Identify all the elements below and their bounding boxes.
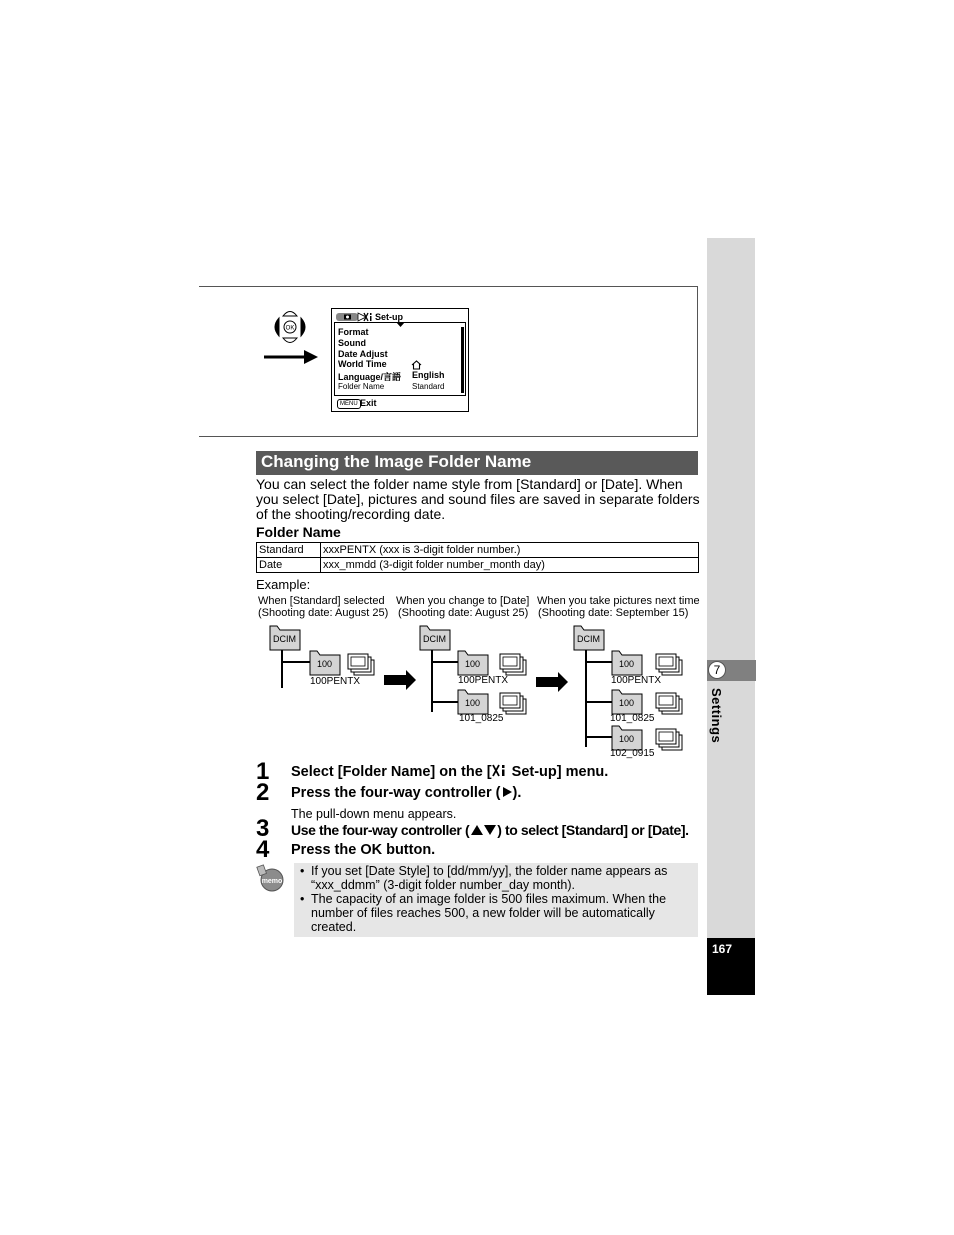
folder-name-standard: 100PENTX xyxy=(310,676,361,687)
sub-folder-label: 100 xyxy=(317,659,333,669)
page-number: 167 xyxy=(712,942,733,956)
tree-next xyxy=(574,626,682,750)
files-icon xyxy=(656,729,682,750)
caption-date-line2: (Shooting date: August 25) xyxy=(398,607,529,619)
language-value: English xyxy=(412,370,445,380)
list-item: • The capacity of an image folder is 500 files maximum. When the number of files reaches 500, a new folder will be automatically created. xyxy=(300,892,695,934)
arrow-right-icon xyxy=(384,670,416,690)
step-4-text: Press the OK button. xyxy=(291,842,436,858)
step-number: 1 xyxy=(256,758,270,785)
chapter-label: Settings xyxy=(709,688,724,744)
table-cell-desc: xxx_mmdd (3-digit folder number_month day) xyxy=(321,558,699,573)
caption-next-line1: When you take pictures next time xyxy=(537,595,700,607)
table-row xyxy=(257,558,699,573)
triangle-right-icon xyxy=(501,786,513,798)
caption-date-line1: When you change to [Date] xyxy=(396,595,530,607)
folder-name-date1: 101_0825 xyxy=(459,713,504,724)
side-tab xyxy=(707,238,755,995)
step-number: 3 xyxy=(256,815,270,842)
sub-folder-label: 100 xyxy=(619,659,635,669)
menu-item-format: Format xyxy=(338,327,369,337)
wrench-icon xyxy=(492,764,508,777)
menu-item-date-adjust: Date Adjust xyxy=(338,349,388,359)
files-icon xyxy=(500,654,526,675)
folder-name-date1: 101_0825 xyxy=(610,713,655,724)
section-title: Changing the Image Folder Name xyxy=(261,452,532,471)
folder-name-standard: 100PENTX xyxy=(458,675,509,686)
files-icon xyxy=(656,654,682,675)
lcd-scrollbar xyxy=(461,327,464,393)
sub-folder-label: 100 xyxy=(619,698,635,708)
caption-standard-line2: (Shooting date: August 25) xyxy=(258,607,389,619)
table-heading: Folder Name xyxy=(256,524,341,540)
memo-icon xyxy=(256,864,286,892)
lcd-exit-label: Exit xyxy=(360,398,377,408)
caption-standard-line1: When [Standard] selected xyxy=(258,595,385,607)
menu-item-world-time: World Time xyxy=(338,359,387,369)
folder-name-date2: 102_0915 xyxy=(610,748,655,759)
list-item: • If you set [Date Style] to [dd/mm/yy], the folder name appears as “xxx_ddmm” (3-digit folder number_day month). xyxy=(300,864,695,892)
chapter-number: 7 xyxy=(708,661,726,679)
folder-name-standard: 100PENTX xyxy=(611,675,662,686)
intro-paragraph: You can select the folder name style from [Standard] or [Date]. When you select [Date], pictures and sound files are saved in separate folders of the shooting/recording date. xyxy=(256,476,700,522)
sub-folder-label: 100 xyxy=(619,734,635,744)
step-number: 2 xyxy=(256,779,270,806)
arrow-right-icon xyxy=(264,348,320,366)
root-folder-label: DCIM xyxy=(273,634,296,644)
folder-name-table xyxy=(256,542,699,573)
home-icon xyxy=(411,360,422,370)
step-3-text: Use the four-way controller ( ) to select [Standard] or [Date]. xyxy=(291,822,689,838)
up-down-triangles-icon xyxy=(469,824,497,836)
memo-icon-label: memo xyxy=(261,878,283,885)
step-2-text: Press the four-way controller ( ). xyxy=(291,785,522,801)
sub-folder-label: 100 xyxy=(465,698,481,708)
sub-folder-label: 100 xyxy=(465,659,481,669)
ok-button-label: OK xyxy=(285,325,295,332)
memo-list xyxy=(300,864,695,934)
table-row xyxy=(257,543,699,558)
step-1-text: Select [Folder Name] on the [ Set-up] menu. xyxy=(291,764,609,780)
table-cell-name: Standard xyxy=(257,543,321,558)
wrench-icon xyxy=(363,312,375,322)
files-icon xyxy=(500,693,526,714)
arrow-right-icon xyxy=(536,672,568,692)
tree-date xyxy=(420,626,526,714)
tab-icons xyxy=(336,312,366,322)
files-icon xyxy=(348,654,374,675)
four-way-controller-icon xyxy=(270,308,310,346)
files-icon xyxy=(656,693,682,714)
step-2-subtext: The pull-down menu appears. xyxy=(291,807,457,821)
menu-item-folder-name: Folder Name xyxy=(338,382,385,391)
lcd-header: Set-up xyxy=(375,312,403,322)
table-cell-name: Date xyxy=(257,558,321,573)
folder-tree-diagram xyxy=(260,622,700,762)
caption-next-line2: (Shooting date: September 15) xyxy=(538,607,689,619)
root-folder-label: DCIM xyxy=(577,634,600,644)
menu-item-sound: Sound xyxy=(338,338,366,348)
table-cell-desc: xxxPENTX (xxx is 3-digit folder number.) xyxy=(321,543,699,558)
folder-name-value: Standard xyxy=(412,382,445,391)
root-folder-label: DCIM xyxy=(423,634,446,644)
menu-key-icon: MENU xyxy=(337,399,361,409)
step-number: 4 xyxy=(256,836,270,863)
menu-item-language: Language/言語 xyxy=(338,372,402,382)
example-label: Example: xyxy=(256,577,311,592)
